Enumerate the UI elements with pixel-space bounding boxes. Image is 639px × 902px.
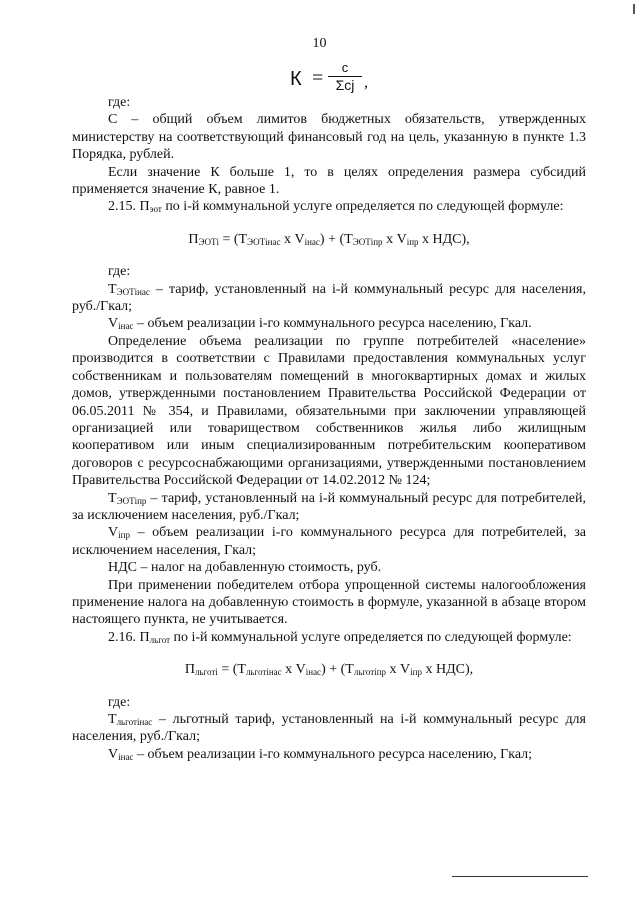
label-where-3: где: [108,694,131,710]
formula-p-lgot: $П_{льготi} = (Т_{льготiнас}$ х $V_{iнас}) + (Т_{льготiпр}$ х $V_{iпр}$ х НДС), [184,662,474,678]
page-number: 10 [312,36,327,51]
formula-k-equals: = [312,67,324,89]
scan-mark [633,4,635,14]
formula-k-denominator: Σcj [335,77,355,93]
para-usn: При применении победителем отбора упрощенной системы налогообложения применение налога на добавленную стоимость в формуле, указанной в абзаце втором настоящего пункта, не учитывается. [72,577,586,628]
para-nds: НДС – налог на добавленную стоимость, руб. [108,560,382,576]
para-k-rule: Если значение К больше 1, то в целях определения размера субсидий применяется значение К, равное 1. [72,164,586,198]
para-v-nas-2: $V_{iнас}$ – объем реализации i-го коммунального ресурса населению, Гкал; [108,746,533,762]
label-where: где: [108,95,131,110]
formula-k-fraction [328,60,362,94]
document-body [72,94,586,763]
bottom-rule [452,876,588,877]
para-t-eot-nas: $Т_{ЭОТiнас}$ – тариф, установленный на i-й коммунальный ресурс для населения, руб./Гкал; [72,281,586,315]
formula-k-lhs: К [290,68,302,90]
formula-k-numerator: с [341,60,349,75]
para-t-eot-pr: $Т_{ЭОТiпр}$ – тариф, установленный на i-й коммунальный ресурс для потребителей, за исключением населения, руб./Гкал; [72,490,586,523]
para-t-lgot-nas: $Т_{льготiнас}$ – льготный тариф, установленный на i-й коммунальный ресурс для населения, руб./Гкал; [72,712,586,745]
para-v-pr: $V_{iпр}$ – объем реализации i-го коммунального ресурса для потребителей, за исключением населения, Гкал; [72,525,586,558]
para-determination: Определение объема реализации по группе потребителей «население» производится в соответствии с Правилами предоставления коммунальных услуг собственникам и пользователям помещений в многоквартирных домах и жилых домов, утвержденными постановлением Правительства Российской Федерации от 06.05.2011 № 354, и Правилами, обязательными при заключении управляющей организацией или товариществом собственников жилья либо жилищным кооперативом или иным специализированным потребительским кооперативом договоров с ресурсоснабжающими организациями, утвержденными постановлением Правительства Российской Федерации от 14.02.2012 № 124; [72,333,586,489]
para-2-16: 2.16. $П_{льгот}$ по i-й коммунальной услуге определяется по следующей формуле: [108,629,572,645]
para-c-definition: С – общий объем лимитов бюджетных обязательств, утвержденных министерству на соответствующий финансовый год на цель, указанную в пункте 1.3 Порядка, рублей. [72,112,586,163]
formula-k-comma: , [364,74,368,91]
formula-p-eot: $П_{ЭОТi} = (Т_{ЭОТiнас}$ х $V_{iнас}) + (Т_{ЭОТiпр}$ х $V_{iпр}$ х НДС), [188,231,470,247]
para-v-nas: $V_{iнас}$ – объем реализации i-го коммунального ресурса населению, Гкал. [108,316,532,332]
para-2-15: 2.15. $П_{эот}$ по i-й коммунальной услуге определяется по следующей формуле: [108,199,564,215]
label-where-2: где: [108,264,131,280]
